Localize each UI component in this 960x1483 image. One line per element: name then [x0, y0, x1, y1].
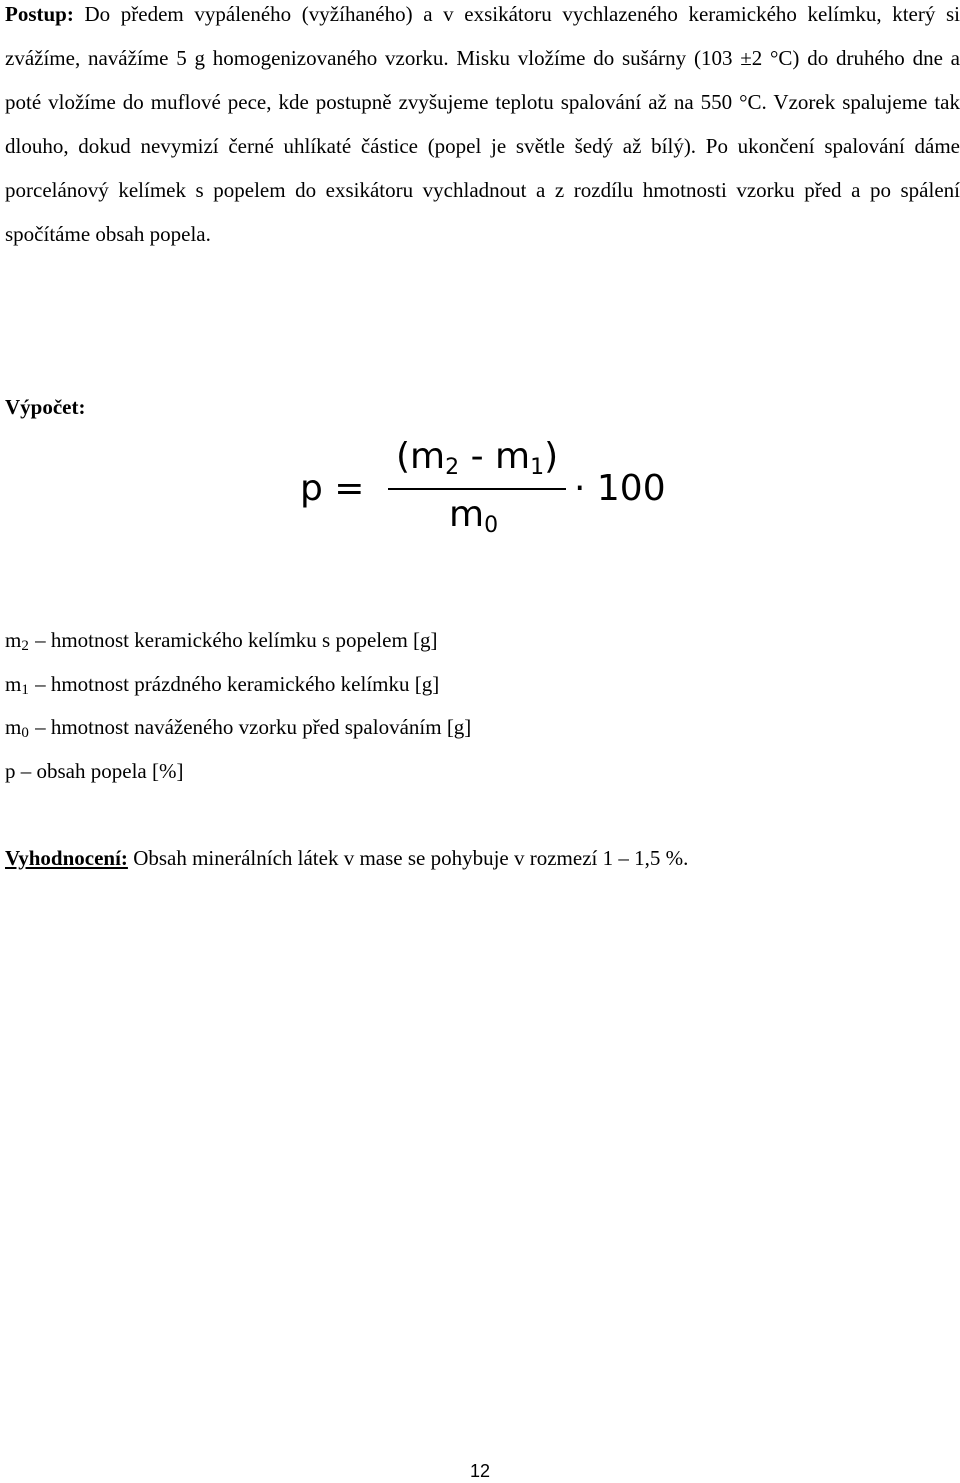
- formula-numerator: $(m_2 - m_1)$: [396, 436, 559, 480]
- variable-definition-m0: $m_0$ – hmotnost naváženého vzorku před spalováním [g]: [5, 715, 472, 741]
- calculation-heading: Výpočet:: [5, 395, 86, 419]
- procedure-label: Postup:: [5, 2, 74, 26]
- page-number: 12: [469, 1461, 491, 1481]
- procedure-paragraph: [5, 0, 960, 256]
- fraction-bar: [388, 488, 566, 490]
- variable-definition-p: p – obsah popela [%]: [5, 759, 184, 783]
- evaluation-line: [5, 843, 688, 873]
- variable-definition-m1: $m_1$ – hmotnost prázdného keramického kelímku [g]: [5, 672, 440, 698]
- evaluation-label: Vyhodnocení:: [5, 846, 128, 870]
- formula-lhs: p =: [300, 468, 365, 509]
- evaluation-text: Obsah minerálních látek v mase se pohybuje v rozmezí 1 – 1,5 %.: [127, 846, 689, 870]
- procedure-text: Do předem vypáleného (vyžíhaného) a v exsikátoru vychlazeného keramického kelímku, který si zvážíme, navážíme 5 g homogenizovaného vzorku. Misku vložíme do sušárny (103 ±2 °C) do druhého dne a poté vložíme do muflové pece, kde postupně zvyšujeme teplotu spalování až na 550 °C. Vzorek spalujeme tak dlouho, dokud nevymizí černé uhlíkaté částice (popel je světle šedý až bílý). Po ukončení spalování dáme porcelánový kelímek s popelem do exsikátoru vychladnout a z rozdílu hmotnosti vzorku před a po spálení spočítáme obsah popela.: [5, 2, 960, 246]
- ash-content-formula: [296, 436, 676, 541]
- formula-multiplier: · 100: [574, 468, 666, 509]
- variable-definition-m2: $m_2$ – hmotnost keramického kelímku s popelem [g]: [5, 628, 438, 654]
- formula-denominator: $m_0$: [449, 494, 499, 538]
